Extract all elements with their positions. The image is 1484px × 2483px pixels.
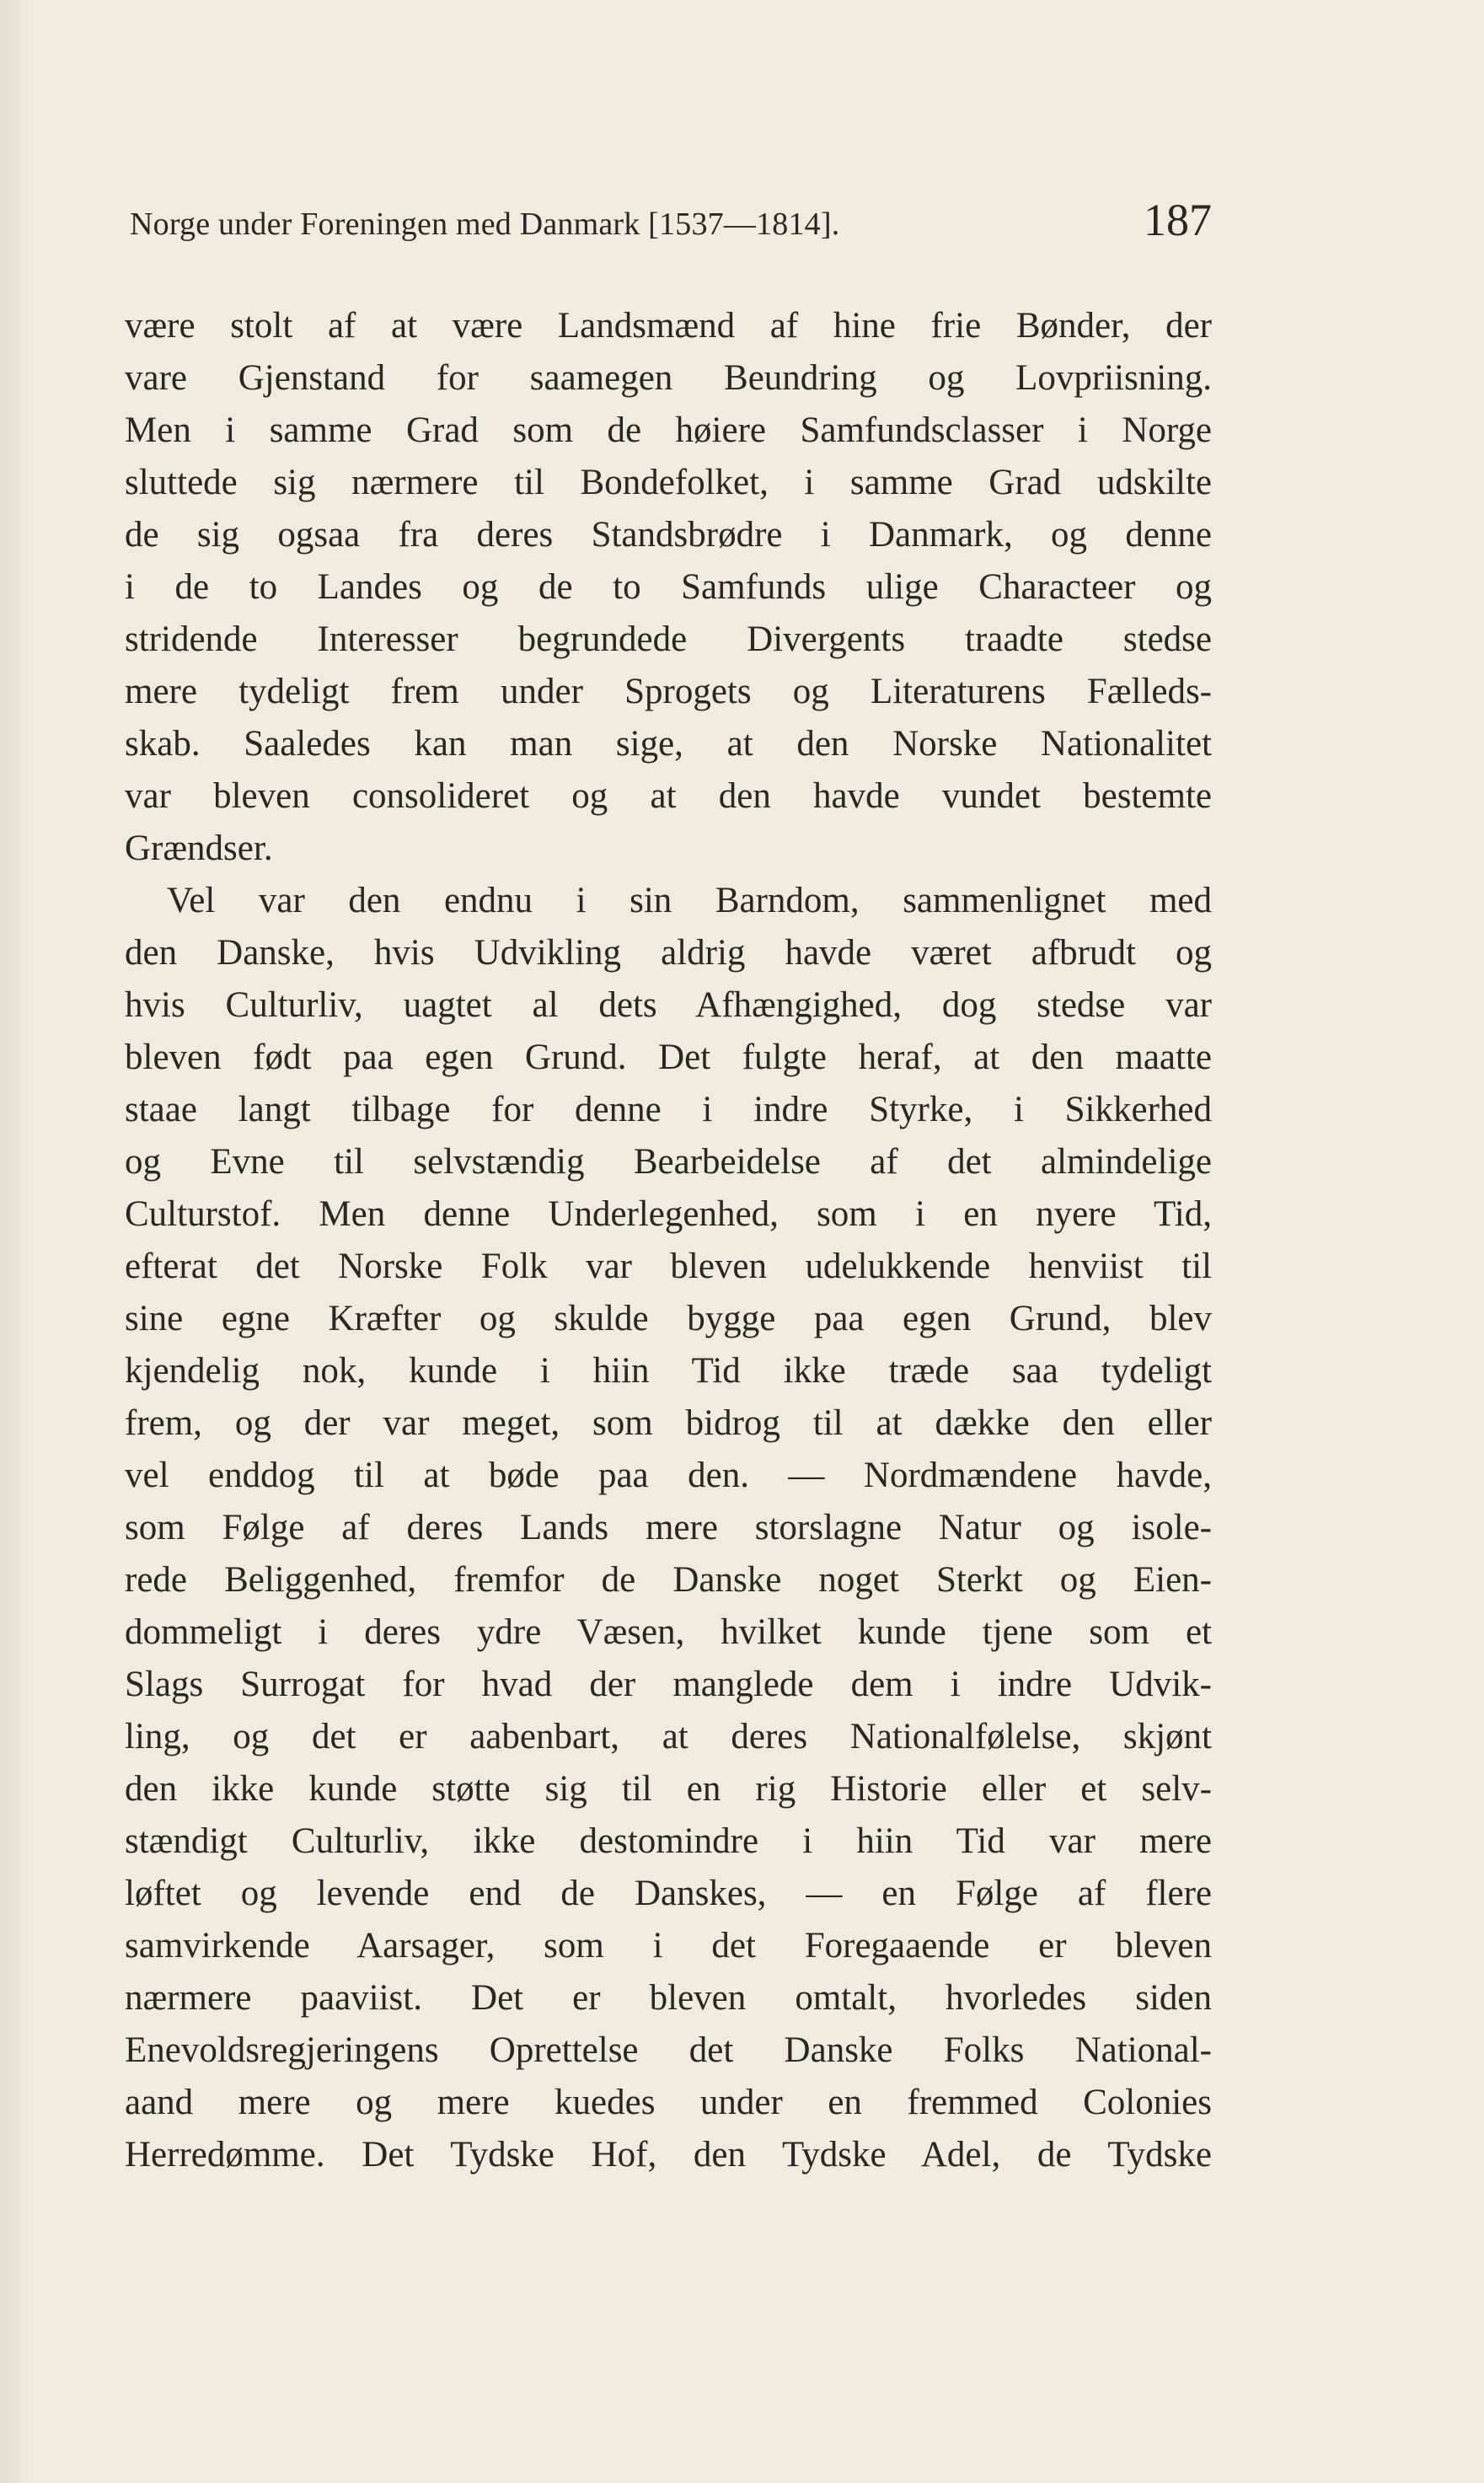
text-line: og Evne til selvstændig Bearbeidelse af det almindelige [125, 1142, 1212, 1182]
text-line: skab. Saaledes kan man sige, at den Norske Nationalitet [125, 724, 1212, 764]
text-line: stridende Interesser begrundede Divergents traadte stedse [125, 619, 1212, 659]
text-line: ling, og det er aabenbart, at deres Nationalfølelse, skjønt [125, 1717, 1212, 1756]
text-line: frem, og der var meget, som bidrog til at dække den eller [125, 1403, 1212, 1443]
text-line: Slags Surrogat for hvad der manglede dem i indre Udvik- [125, 1665, 1212, 1704]
text-line: staae langt tilbage for denne i indre Styrke, i Sikkerhed [125, 1090, 1212, 1129]
text-line: den ikke kunde støtte sig til en rig Historie eller et selv- [125, 1769, 1212, 1809]
body-text [125, 300, 1212, 2181]
text-line: rede Beliggenhed, fremfor de Danske noget Sterkt og Eien- [125, 1560, 1212, 1600]
text-line: som Følge af deres Lands mere storslagne Natur og isole- [125, 1508, 1212, 1547]
text-line: hvis Culturliv, uagtet al dets Afhængighed, dog stedse var [125, 985, 1212, 1025]
text-line: løftet og levende end de Danskes, — en Følge af flere [125, 1874, 1212, 1913]
text-line: Culturstof. Men denne Underlegenhed, som i en nyere Tid, [125, 1194, 1212, 1234]
page-edge-shadow [0, 0, 29, 2483]
text-line: Grændser. [125, 829, 273, 868]
text-line: vel enddog til at bøde paa den. — Nordmændene havde, [125, 1456, 1212, 1495]
text-line: nærmere paaviist. Det er bleven omtalt, hvorledes siden [125, 1978, 1212, 2018]
running-head [125, 197, 1212, 256]
text-line: bleven født paa egen Grund. Det fulgte heraf, at den maatte [125, 1038, 1212, 1077]
text-line: sluttede sig nærmere til Bondefolket, i samme Grad udskilte [125, 463, 1212, 502]
text-line: mere tydeligt frem under Sprogets og Literaturens Fælleds- [125, 672, 1212, 711]
running-title: Norge under Foreningen med Danmark [1537—1814]. [130, 206, 840, 242]
text-line: dommeligt i deres ydre Væsen, hvilket kunde tjene som et [125, 1612, 1212, 1652]
text-line: være stolt af at være Landsmænd af hine frie Bønder, der [125, 306, 1212, 346]
text-line: Vel var den endnu i sin Barndom, sammenlignet med [167, 881, 1212, 920]
text-line: Men i samme Grad som de høiere Samfundsclasser i Norge [125, 410, 1212, 450]
text-line: efterat det Norske Folk var bleven udelukkende henviist til [125, 1247, 1212, 1286]
text-line: sine egne Kræfter og skulde bygge paa egen Grund, blev [125, 1299, 1212, 1338]
text-line: samvirkende Aarsager, som i det Foregaaende er bleven [125, 1926, 1212, 1965]
text-line: Herredømme. Det Tydske Hof, den Tydske Adel, de Tydske [125, 2135, 1212, 2175]
page-number: 187 [1144, 195, 1212, 245]
text-line: vare Gjenstand for saamegen Beundring og Lovpriisning. [125, 358, 1212, 398]
text-line: den Danske, hvis Udvikling aldrig havde været afbrudt og [125, 933, 1212, 973]
text-line: var bleven consolideret og at den havde vundet bestemte [125, 776, 1212, 816]
text-line: de sig ogsaa fra deres Standsbrødre i Danmark, og denne [125, 515, 1212, 555]
text-line: i de to Landes og de to Samfunds ulige Characteer og [125, 567, 1212, 607]
text-line: stændigt Culturliv, ikke destomindre i hiin Tid var mere [125, 1821, 1212, 1861]
text-line: kjendelig nok, kunde i hiin Tid ikke træde saa tydeligt [125, 1351, 1212, 1391]
text-line: Enevoldsregjeringens Oprettelse det Danske Folks National- [125, 2030, 1212, 2070]
text-line: aand mere og mere kuedes under en fremmed Colonies [125, 2083, 1212, 2122]
